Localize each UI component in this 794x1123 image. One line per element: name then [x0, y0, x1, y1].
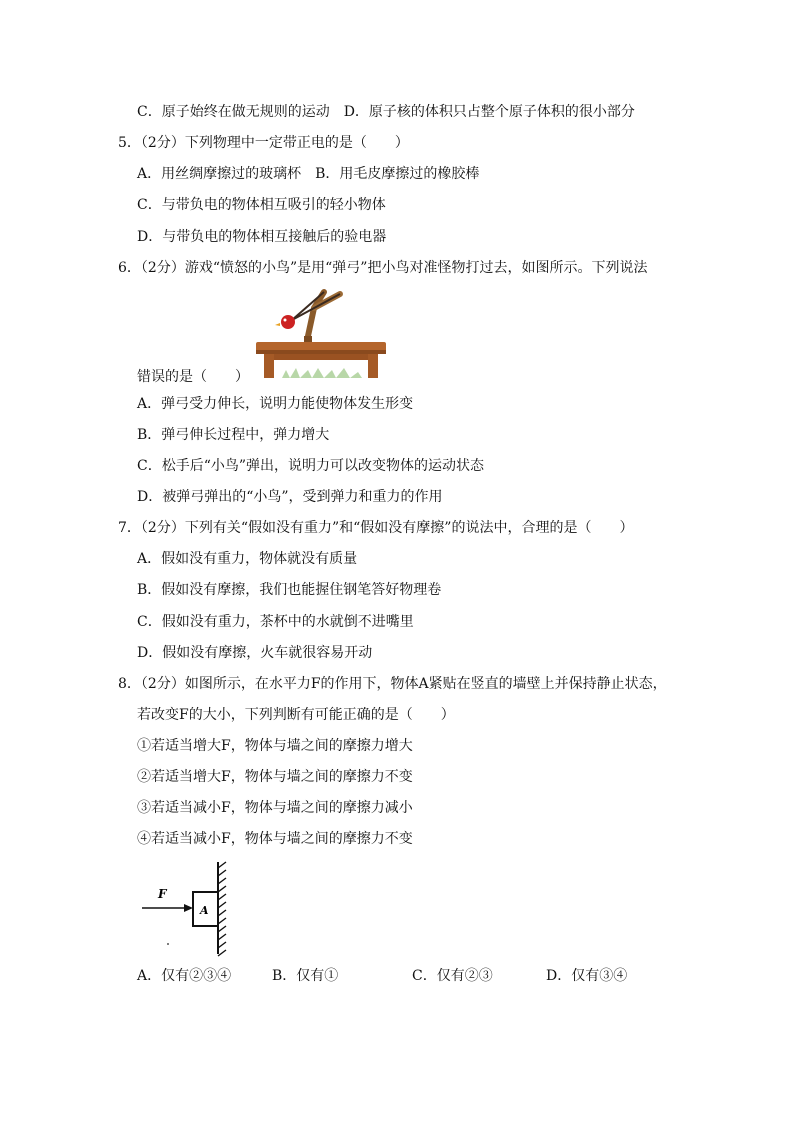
q8-option-b: B．仅有① [272, 968, 339, 984]
q5-options-a-b: A．用丝绸摩擦过的玻璃杯 B．用毛皮摩擦过的橡胶棒 [137, 166, 480, 182]
q7-option-b: B．假如没有摩擦，我们也能握住钢笔答好物理卷 [137, 582, 442, 598]
q8-option-a: A．仅有②③④ [137, 968, 232, 984]
q4-options-c-d: C．原子始终在做无规则的运动 D．原子核的体积只占整个原子体积的很小部分 [137, 104, 635, 120]
q8-statement-1: ①若适当增大F，物体与墙之间的摩擦力增大 [137, 738, 413, 754]
q7-stem: 7．（2分）下列有关“假如没有重力”和“假如没有摩擦”的说法中，合理的是（ ） [118, 520, 634, 536]
q6-option-b: B．弹弓伸长过程中，弹力增大 [137, 427, 330, 443]
q6-option-c: C．松手后“小鸟”弹出，说明力可以改变物体的运动状态 [137, 458, 485, 474]
q8-stem: 8．（2分）如图所示，在水平力F的作用下，物体A紧贴在竖直的墙壁上并保持静止状态， [118, 676, 667, 692]
q6-option-a: A．弹弓受力伸长，说明力能使物体发生形变 [137, 396, 414, 412]
q8-option-d: D．仅有③④ [546, 968, 628, 984]
q5-option-c: C．与带负电的物体相互吸引的轻小物体 [137, 197, 386, 213]
q5-stem: 5．（2分）下列物理中一定带正电的是（ ） [118, 135, 409, 151]
bird-shape [281, 315, 295, 329]
q8-statement-4: ④若适当减小F，物体与墙之间的摩擦力不变 [137, 831, 413, 847]
q7-option-d: D．假如没有摩擦，火车就很容易开动 [137, 645, 373, 661]
q5-option-d: D．与带负电的物体相互接触后的验电器 [137, 229, 387, 245]
q6-stem: 6．（2分）游戏“愤怒的小鸟”是用“弹弓”把小鸟对准怪物打过去，如图所示。下列说法 [118, 260, 648, 276]
block-label: A [200, 904, 209, 917]
q8-statement-2: ②若适当增大F，物体与墙之间的摩擦力不变 [137, 769, 413, 785]
q7-option-a: A．假如没有重力，物体就没有质量 [137, 551, 358, 567]
force-wall-figure [138, 858, 238, 958]
arrow-head-icon [184, 904, 193, 912]
q6-stem-continued: 错误的是（ ） [137, 369, 249, 385]
slingshot-figure [252, 284, 390, 380]
q8-stem-continued: 若改变F的大小，下列判断有可能正确的是（ ） [137, 707, 455, 723]
force-label: F [158, 887, 167, 901]
q6-option-d: D．被弹弓弹出的“小鸟”，受到弹力和重力的作用 [137, 489, 443, 505]
q7-option-c: C．假如没有重力，茶杯中的水就倒不进嘴里 [137, 614, 414, 630]
wall-hatching [218, 862, 226, 956]
q8-statement-3: ③若适当减小F，物体与墙之间的摩擦力减小 [137, 800, 413, 816]
q8-option-c: C．仅有②③ [412, 968, 493, 984]
